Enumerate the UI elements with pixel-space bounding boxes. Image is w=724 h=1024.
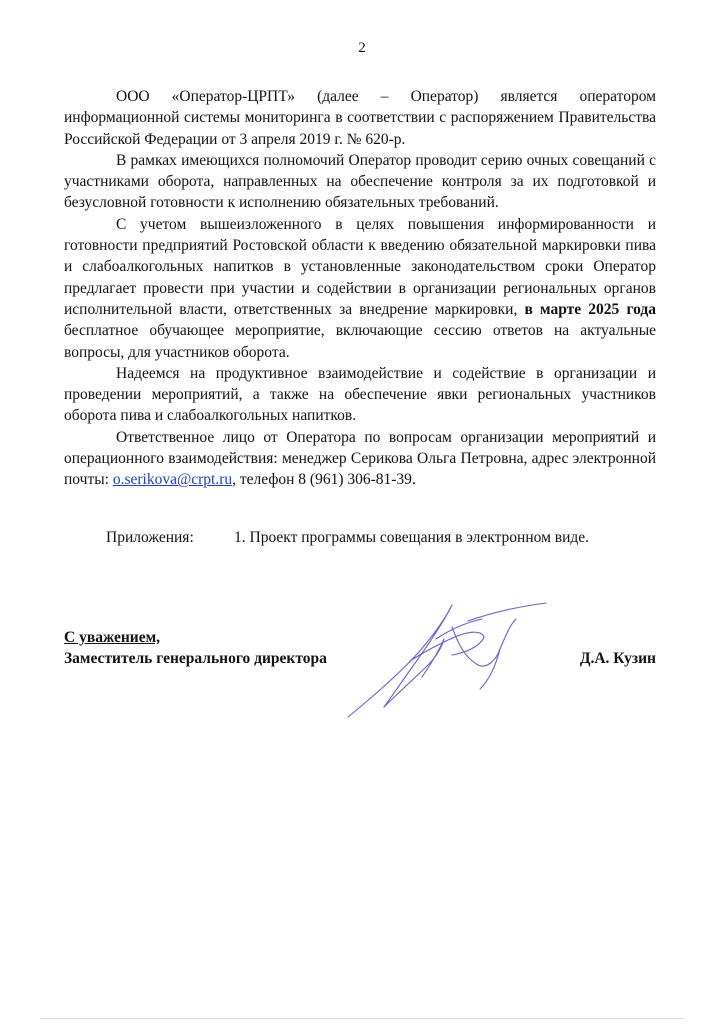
paragraph-contact xyxy=(64,427,656,491)
closing-greeting: С уважением, xyxy=(64,629,161,646)
event-date: в марте 2025 года xyxy=(524,300,657,318)
signatory-position: Заместитель генерального директора xyxy=(64,650,327,667)
attachments xyxy=(106,527,666,548)
contact-text-start: Ответственное лицо от Оператора по вопросам организации мероприятий и операционного взаимодействия: менеджер Серикова Ольга Петровна, адрес электронной почты: xyxy=(64,428,656,489)
paragraph-cooperation: Надеемся на продуктивное взаимодействие и содействие в организации и проведении мероприятий, а также на обеспечение явки региональных участников оборота пива и слабоалкогольных напитков. xyxy=(64,364,656,425)
paragraph-meetings: В рамках имеющихся полномочий Оператор проводит серию очных совещаний с участниками оборота, направленных на обеспечение контроля за их подготовкой и безусловной готовности к исполнению обязательных требований. xyxy=(64,151,656,212)
attachment-item: 1. Проект программы совещания в электронном виде. xyxy=(234,529,590,546)
proposal-text-start: С учетом вышеизложенного в целях повышения информированности и готовности предприятий Ростовской области к введению обязательной маркировки пива и слабоалкогольных напитков в установленные законодательством сроки Оператор предлагает провести при участии и содействии в организации региональных органов исполнительной власти, ответственных за внедрение маркировки, xyxy=(64,215,656,318)
letter-body xyxy=(64,86,656,491)
paragraph-operator-intro: ООО «Оператор-ЦРПТ» (далее – Оператор) является оператором информационной системы мониторинга в соответствии с распоряжением Правительства Российской Федерации от 3 апреля 2019 г. № 620-р. xyxy=(64,88,656,148)
attachments-label: Приложения: xyxy=(106,529,194,546)
paragraph-proposal xyxy=(64,214,656,363)
proposal-text-end: бесплатное обучающее мероприятие, включающие сессию ответов на актуальные вопросы, для участников оборота. xyxy=(64,322,656,361)
page-number: 2 xyxy=(358,40,366,56)
contact-text-end: , телефон 8 (961) 306-81-39. xyxy=(232,471,416,489)
email-link[interactable]: o.serikova@crpt.ru xyxy=(112,471,233,489)
signatory-name: Д.А. Кузин xyxy=(579,650,656,667)
handwritten-signature xyxy=(340,595,560,725)
page-bottom-edge xyxy=(40,1018,684,1019)
